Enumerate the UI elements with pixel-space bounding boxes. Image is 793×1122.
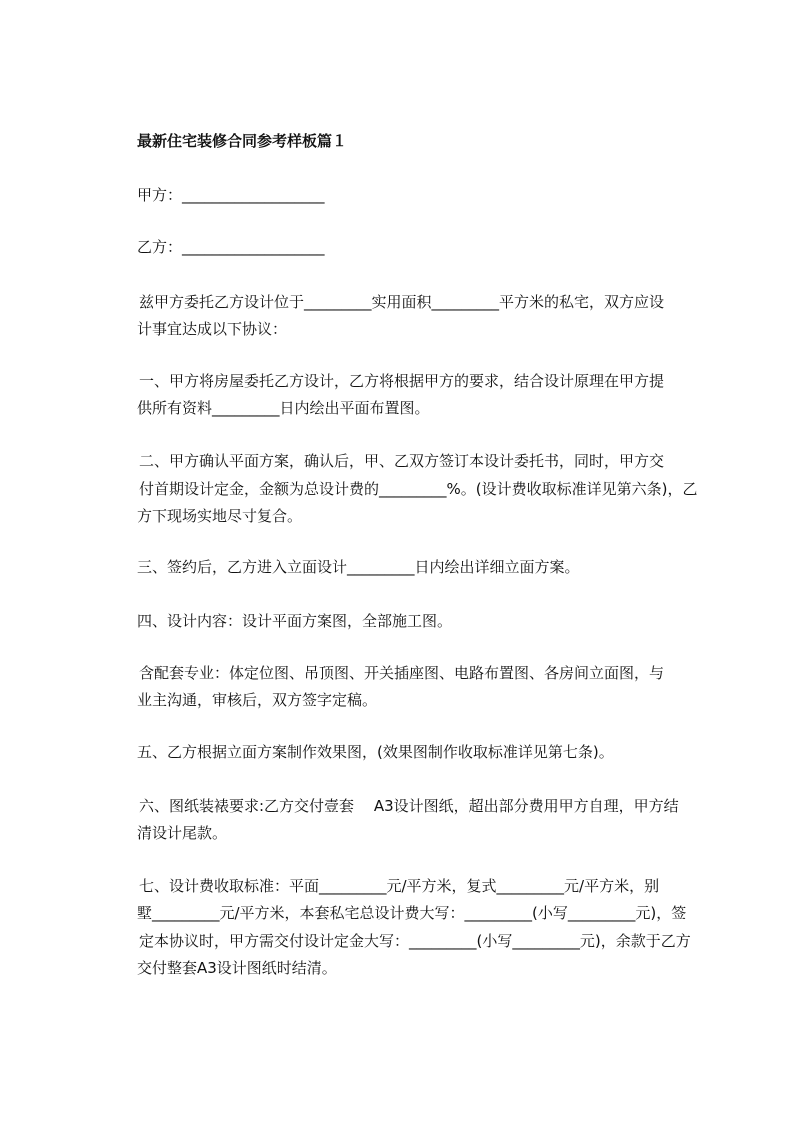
intro-line-1: 兹甲方委托乙方设计位于_________实用面积_________平方米的私宅，双方应设 bbox=[139, 293, 665, 311]
clause1-line-1: 一、甲方将房屋委托乙方设计，乙方将根据甲方的要求，结合设计原理在甲方提 bbox=[139, 372, 665, 390]
clause2-line-3: 方下现场实地尽寸复合。 bbox=[137, 507, 303, 525]
clause4-sub-line-2: 业主沟通，审核后，双方签字定稿。 bbox=[137, 691, 378, 709]
clause3-line: 三、签约后，乙方进入立面设计_________日内绘出详细立面方案。 bbox=[137, 558, 580, 576]
clause7-line-2: 墅_________元/平方米，本套私宅总设计费大写：_________(小写_________元)，签 bbox=[137, 904, 687, 922]
clause7-line-1: 七、设计费收取标准：平面_________元/平方米，复式_________元/平方米，别 bbox=[139, 877, 660, 895]
party-b-line: 乙方：___________________ bbox=[137, 238, 325, 256]
clause1-line-2: 供所有资料_________日内绘出平面布置图。 bbox=[137, 399, 430, 417]
clause2-line-2: 付首期设计定金，金额为总设计费的_________%。(设计费收取标准详见第六条)，乙 bbox=[139, 480, 698, 498]
clause4-line: 四、设计内容：设计平面方案图，全部施工图。 bbox=[137, 612, 453, 630]
clause5-line: 五、乙方根据立面方案制作效果图，(效果图制作收取标准详见第七条)。 bbox=[137, 743, 614, 761]
clause7-line-3: 定本协议时，甲方需交付设计定金大写：_________(小写_________元)，余款于乙方 bbox=[139, 932, 691, 950]
clause4-sub-line-1: 含配套专业：体定位图、吊顶图、开关插座图、电路布置图、各房间立面图，与 bbox=[139, 664, 665, 682]
clause2-line-1: 二、甲方确认平面方案，确认后，甲、乙双方签订本设计委托书，同时，甲方交 bbox=[139, 452, 665, 470]
clause6-line-2: 清设计尾款。 bbox=[137, 824, 228, 842]
clause6-line-1: 六、图纸装裱要求:乙方交付壹套 A3设计图纸，超出部分费用甲方自理，甲方结 bbox=[139, 797, 679, 815]
intro-line-2: 计事宜达成以下协议： bbox=[137, 320, 288, 338]
party-a-line: 甲方：___________________ bbox=[137, 186, 325, 204]
document-title: 最新住宅装修合同参考样板篇１ bbox=[137, 132, 348, 150]
clause7-line-4: 交付整套A3设计图纸时结清。 bbox=[137, 959, 337, 977]
